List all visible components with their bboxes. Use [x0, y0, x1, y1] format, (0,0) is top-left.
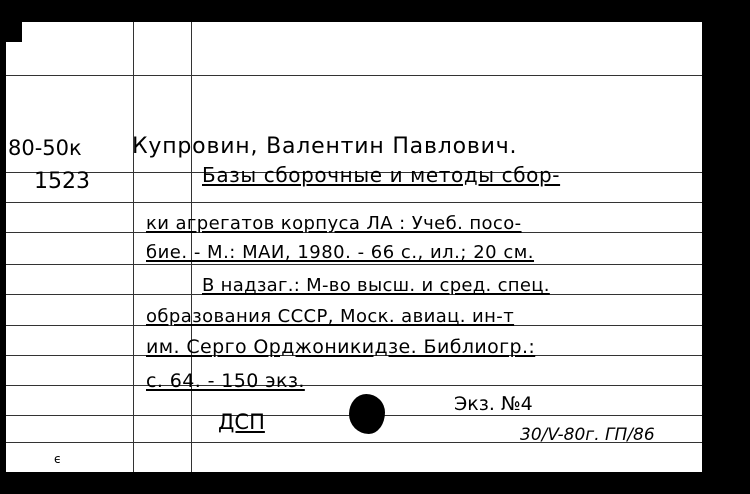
notes-line: В надзаг.: М-во высш. и сред. спец. — [202, 275, 550, 296]
card-rule-line — [6, 385, 702, 386]
inventory-number: 1523 — [34, 169, 90, 194]
ink-blot — [349, 394, 385, 434]
card-rule-line — [6, 202, 702, 203]
author-line: Купровин, Валентин Павлович. — [132, 134, 518, 159]
call-number: 80-50к — [8, 136, 82, 160]
card-rule-line — [6, 75, 702, 76]
corner-scribble-icon: ϵ — [54, 452, 62, 466]
notes-line: образования СССР, Моск. авиац. ин-т — [146, 306, 515, 327]
publication-line: бие. - М.: МАИ, 1980. - 66 с., ил.; 20 см. — [146, 242, 535, 263]
notes-line: им. Серго Орджоникидзе. Библиогр.: — [146, 336, 536, 358]
date-mark: 30/V-80г. ГП/86 — [520, 425, 655, 445]
restriction-mark: ДСП — [218, 410, 265, 434]
copy-number: Экз. №4 — [454, 393, 533, 415]
notes-line: с. 64. - 150 экз. — [146, 370, 305, 392]
title-line: ки агрегатов корпуса ЛА : Учеб. посо- — [146, 213, 522, 234]
catalog-card — [6, 22, 702, 472]
title-line: Базы сборочные и методы сбор- — [202, 163, 561, 187]
card-corner-cutout — [6, 22, 22, 42]
card-margin-line — [133, 22, 134, 472]
card-rule-line — [6, 264, 702, 265]
